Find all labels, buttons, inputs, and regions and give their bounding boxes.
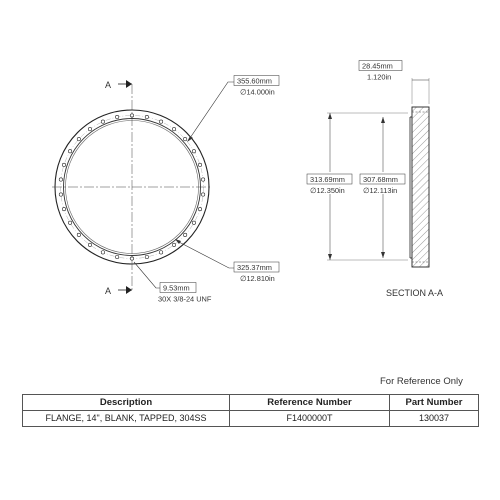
inner-dia-in: ∅12.350in <box>310 186 345 195</box>
parts-table <box>22 394 479 427</box>
header-description: Description <box>23 395 230 411</box>
cell-reference-number: F1400000T <box>230 411 390 427</box>
front-view <box>52 76 279 304</box>
outer-diameter-mm: 355.60mm <box>237 76 272 86</box>
inner-dia-mm: 313.69mm <box>310 175 345 184</box>
section-body <box>412 107 429 267</box>
header-part-number: Part Number <box>390 395 479 411</box>
bolt-hole <box>183 233 186 236</box>
header-reference-number: Reference Number <box>230 395 390 411</box>
bolt-hole <box>145 115 148 118</box>
bolt-hole <box>115 115 118 118</box>
table-row <box>23 411 479 427</box>
bolt-hole <box>198 207 201 210</box>
bolt-hole <box>62 163 65 166</box>
bolt-hole <box>192 221 195 224</box>
outer-diameter-leader <box>190 82 234 138</box>
bolt-hole <box>201 193 204 196</box>
bolt-hole <box>198 163 201 166</box>
bolt-hole <box>77 137 80 140</box>
hole-size-mm: 9.53mm <box>163 283 190 293</box>
thickness-in: 1.120in <box>367 72 392 82</box>
bolt-hole <box>88 243 91 246</box>
inner-dia-arrow-bottom <box>328 254 332 260</box>
outer-diameter-in: ∅14.000in <box>240 87 275 97</box>
bolt-hole <box>101 120 104 123</box>
bolt-hole <box>201 178 204 181</box>
bolt-hole <box>183 137 186 140</box>
bolt-hole <box>59 193 62 196</box>
bolt-circle-in: ∅12.810in <box>240 274 275 283</box>
recess-dia-arrow-bottom <box>381 252 385 258</box>
bolt-hole <box>59 178 62 181</box>
bolt-hole <box>192 150 195 153</box>
cell-part-number: 130037 <box>390 411 479 427</box>
bolt-hole <box>115 255 118 258</box>
inner-dia-arrow-top <box>328 113 332 119</box>
bolt-hole <box>68 150 71 153</box>
hole-callout-leader <box>134 262 160 288</box>
recess-dia-mm: 307.68mm <box>363 175 398 184</box>
section-caption: SECTION A-A <box>386 288 444 298</box>
thickness-mm: 28.45mm <box>362 61 393 71</box>
section-label-top: A <box>105 80 112 90</box>
bolt-circle-leader <box>177 241 234 268</box>
bolt-hole <box>145 255 148 258</box>
bolt-hole <box>172 127 175 130</box>
bolt-hole <box>159 120 162 123</box>
cell-description: FLANGE, 14", BLANK, TAPPED, 304SS <box>23 411 230 427</box>
bolt-hole <box>68 221 71 224</box>
bolt-hole <box>77 233 80 236</box>
recess-dia-arrow-top <box>381 117 385 123</box>
bolt-hole <box>101 251 104 254</box>
hole-callout-thread: 30X 3/8-24 UNF <box>158 294 212 304</box>
section-view <box>306 61 443 299</box>
bolt-hole <box>159 251 162 254</box>
reference-note: For Reference Only <box>380 376 463 387</box>
bolt-hole <box>88 127 91 130</box>
bolt-hole <box>62 207 65 210</box>
section-label-bottom: A <box>105 286 112 296</box>
table-header-row <box>23 395 479 411</box>
bolt-circle-mm: 325.37mm <box>237 263 272 272</box>
bolt-hole <box>172 243 175 246</box>
recess-dia-in: ∅12.113in <box>363 186 398 195</box>
